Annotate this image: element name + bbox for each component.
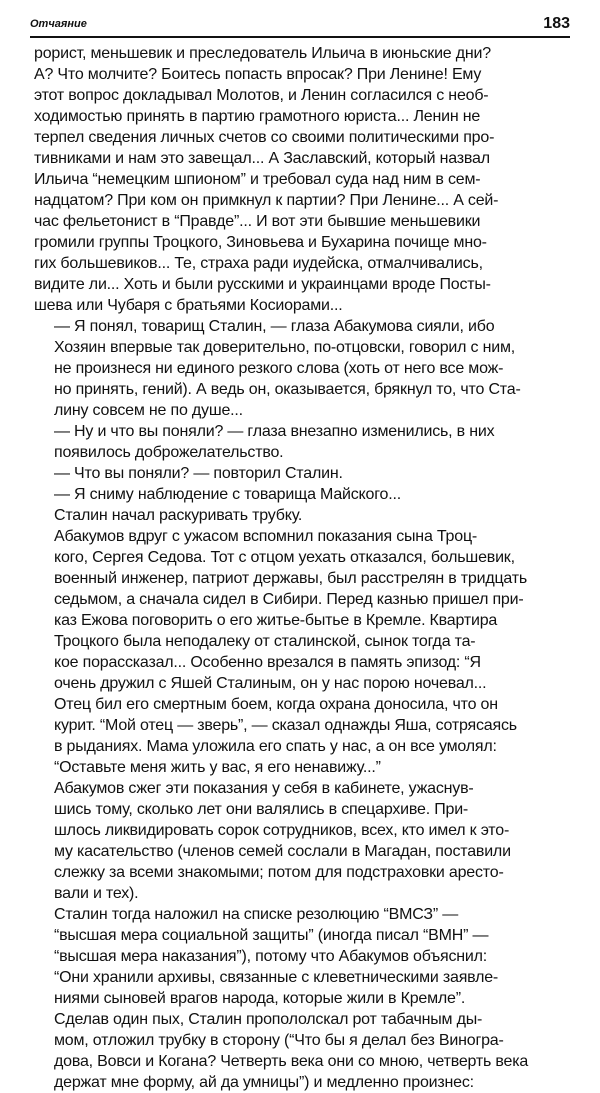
text-line: рорист, меньшевик и преследователь Ильича в июньские дни? [34,45,491,62]
text-line: ходимостью принять в партию грамотного юриста... Ленин не [34,108,481,125]
text-line: Сталин начал раскуривать трубку. [54,507,303,524]
text-line: ниями сыновей врагов народа, которые жили в Кремле”. [54,990,466,1007]
text-line: Отец бил его смертным боем, когда охрана доносила, что он [54,696,498,713]
running-head: Отчаяние [30,18,87,30]
paragraph [34,1009,566,1093]
text-line: курит. “Мой отец — зверь”, — сказал однажды Яша, сотрясаясь [54,717,517,734]
paragraph [34,526,566,778]
text-line: шлось ликвидировать сорок сотрудников, всех, кто имел к это- [54,822,510,839]
paragraph [34,904,566,1009]
text-line: — Ну и что вы поняли? — глаза внезапно изменились, в них [54,423,495,440]
paragraph [34,43,566,316]
text-line: в рыданиях. Мама уложила его спать у нас, а он все умолял: [54,738,497,755]
text-line: очень дружил с Яшей Сталиным, он у нас порою ночевал... [54,675,487,692]
text-line: мом, отложил трубку в сторону (“Что бы я делал без Виногра- [54,1032,504,1049]
text-line: кого, Сергея Седова. Тот с отцом уехать отказался, большевик, [54,549,515,566]
text-line: Хозяин впервые так доверительно, по-отцовски, говорил с ним, [54,339,516,356]
text-line: Троцкого была неподалеку от сталинской, сынок тогда та- [54,633,476,650]
text-line: терпел сведения личных счетов со своими политическими про- [34,129,495,146]
text-line: Сталин тогда наложил на списке резолюцию “ВМСЗ” — [54,906,459,923]
text-line: вали и тех). [54,885,139,902]
text-line: видите ли... Хоть и были русскими и украинцами вроде Посты- [34,276,491,293]
text-line: седьмом, а сначала сидел в Сибири. Перед казнью пришел при- [54,591,524,608]
text-line: тивниками и нам это завещал... А Заславский, который назвал [34,150,490,167]
page-number: 183 [543,15,570,32]
text-line: держат мне форму, ай да умницы”) и медленно произнес: [54,1074,474,1091]
paragraph [34,778,566,904]
paragraph [34,421,566,463]
page-header [30,16,570,38]
text-line: слежку за всеми знакомыми; потом для подстраховки аресто- [54,864,504,881]
text-line: дова, Вовси и Когана? Четверть века они со мною, четверть века [54,1053,529,1070]
text-line: кое порассказал... Особенно врезался в память эпизод: “Я [54,654,481,671]
text-line: му касательство (членов семей сослали в Магадан, поставили [54,843,511,860]
text-line: Абакумов сжег эти показания у себя в кабинете, ужаснув- [54,780,474,797]
paragraph [34,505,566,526]
text-line: военный инженер, патриот державы, был расстрелян в тридцать [54,570,528,587]
paragraph [34,316,566,421]
text-line: появилось доброжелательство. [54,444,284,461]
text-line: А? Что молчите? Боитесь попасть впросак? При Ленине! Ему [34,66,482,83]
text-line: Ильича “немецким шпионом” и требовал суда над ним в сем- [34,171,481,188]
text-line: “высшая мера наказания”), потому что Абакумов объяснил: [54,948,488,965]
text-line: — Я понял, товарищ Сталин, — глаза Абакумова сияли, ибо [54,318,495,335]
text-line: час фельетонист в “Правде”... И вот эти бывшие меньшевики [34,213,481,230]
text-line: — Что вы поняли? — повторил Сталин. [54,465,343,482]
body-text [34,43,566,1093]
text-line: “высшая мера социальной защиты” (иногда писал “ВМН” — [54,927,489,944]
text-line: шись тому, сколько лет они валялись в спецархиве. При- [54,801,469,818]
text-line: Сделав один пых, Сталин пропололскал рот табачным ды- [54,1011,483,1028]
text-line: надцатом? При ком он примкнул к партии? При Ленине... А сей- [34,192,499,209]
text-line: каз Ежова поговорить о его житье-бытье в Кремле. Квартира [54,612,498,629]
text-line: лину совсем не по душе... [54,402,243,419]
text-line: но принять, гений). А ведь он, оказывается, брякнул то, что Ста- [54,381,521,398]
text-line: не произнеся ни единого резкого слова (хоть от него все мож- [54,360,504,377]
text-line: — Я сниму наблюдение с товарища Майского... [54,486,401,503]
text-line: шева или Чубаря с братьями Косиорами... [34,297,343,314]
text-line: Абакумов вдруг с ужасом вспомнил показания сына Троц- [54,528,478,545]
text-line: этот вопрос докладывал Молотов, и Ленин согласился с необ- [34,87,489,104]
text-line: гих большевиков... Те, страха ради иудейска, отмалчивались, [34,255,483,272]
text-line: “Они хранили архивы, связанные с клеветническими заявле- [54,969,499,986]
paragraph [34,484,566,505]
header-rule [30,36,570,38]
paragraph [34,463,566,484]
text-line: громили группы Троцкого, Зиновьева и Бухарина почище мно- [34,234,487,251]
text-line: “Оставьте меня жить у вас, я его ненавижу...” [54,759,381,776]
